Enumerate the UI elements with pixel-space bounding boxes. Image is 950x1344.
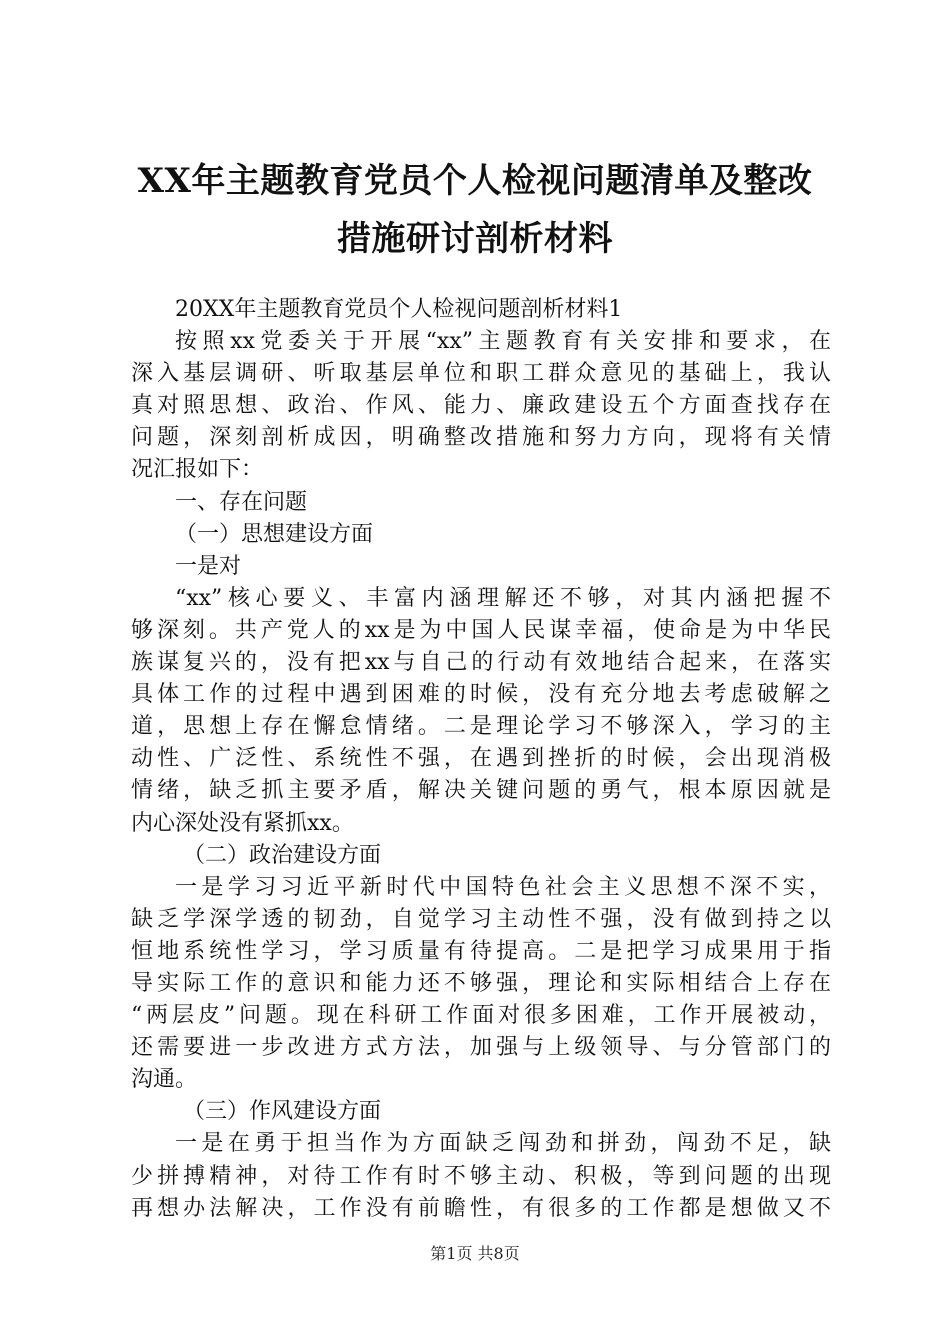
text-line: 道，思想上存在懈怠情绪。二是理论学习不够深入，学习的主 — [131, 714, 831, 740]
text-line: 缺乏学深学透的韧劲，自觉学习主动性不强，没有做到持之以 — [131, 906, 831, 932]
text-line: 问题，深刻剖析成因，明确整改措施和努力方向，现将有关情 — [131, 425, 831, 451]
text-line: 20XX年主题教育党员个人检视问题剖析材料1 — [175, 297, 623, 322]
text-line: 沟通。 — [131, 1067, 198, 1093]
document-title — [60, 152, 890, 268]
text-line: 够深刻。共产党人的xx是为中国人民谋幸福，使命是为中华民 — [131, 617, 831, 643]
text-line: （二）政治建设方面 — [183, 842, 382, 868]
title-line-2: 措施研讨剖析材料 — [337, 219, 613, 259]
title-line-1: XX年主题教育党员个人检视问题清单及整改 — [137, 161, 813, 201]
text-line: 族谋复兴的，没有把xx与自己的行动有效地结合起来，在落实 — [131, 650, 831, 676]
text-line: 一是学习习近平新时代中国特色社会主义思想不深不实， — [175, 874, 831, 900]
text-line: 深入基层调研、听取基层单位和职工群众意见的基础上，我认 — [131, 361, 831, 387]
page-footer: 第1页 共8页 — [430, 1244, 520, 1263]
text-line: 情绪，缺乏抓主要矛盾，解决关键问题的勇气，根本原因就是 — [131, 778, 831, 804]
text-line: 导实际工作的意识和能力还不够强，理论和实际相结合上存在 — [131, 970, 831, 996]
text-line: “xx”核心要义、丰富内涵理解还不够，对其内涵把握不 — [175, 585, 831, 611]
text-line: 少拼搏精神，对待工作有时不够主动、积极，等到问题的出现 — [131, 1163, 831, 1189]
text-line: （一）思想建设方面 — [175, 521, 374, 547]
text-line: 一是对 — [175, 553, 242, 579]
text-line: 还需要进一步改进方式方法，加强与上级领导、与分管部门的 — [131, 1035, 831, 1061]
document-body — [131, 294, 831, 1225]
text-line: “两层皮”问题。现在科研工作面对很多困难，工作开展被动， — [131, 1003, 831, 1029]
text-line: 再想办法解决，工作没有前瞻性，有很多的工作都是想做又不 — [131, 1195, 831, 1221]
text-line: 按照xx党委关于开展“xx”主题教育有关安排和要求，在 — [175, 329, 831, 355]
text-line: 一、存在问题 — [175, 489, 308, 515]
text-line: 内心深处没有紧抓xx。 — [131, 810, 354, 836]
text-line: 具体工作的过程中遇到困难的时候，没有充分地去考虑破解之 — [131, 682, 831, 708]
text-line: （三）作风建设方面 — [183, 1099, 382, 1125]
text-line: 况汇报如下： — [131, 457, 264, 483]
text-line: 真对照思想、政治、作风、能力、廉政建设五个方面查找存在 — [131, 393, 831, 419]
text-line: 一是在勇于担当作为方面缺乏闯劲和拼劲，闯劲不足，缺 — [175, 1131, 831, 1157]
text-line: 恒地系统性学习，学习质量有待提高。二是把学习成果用于指 — [131, 938, 831, 964]
text-line: 动性、广泛性、系统性不强，在遇到挫折的时候，会出现消极 — [131, 746, 831, 772]
